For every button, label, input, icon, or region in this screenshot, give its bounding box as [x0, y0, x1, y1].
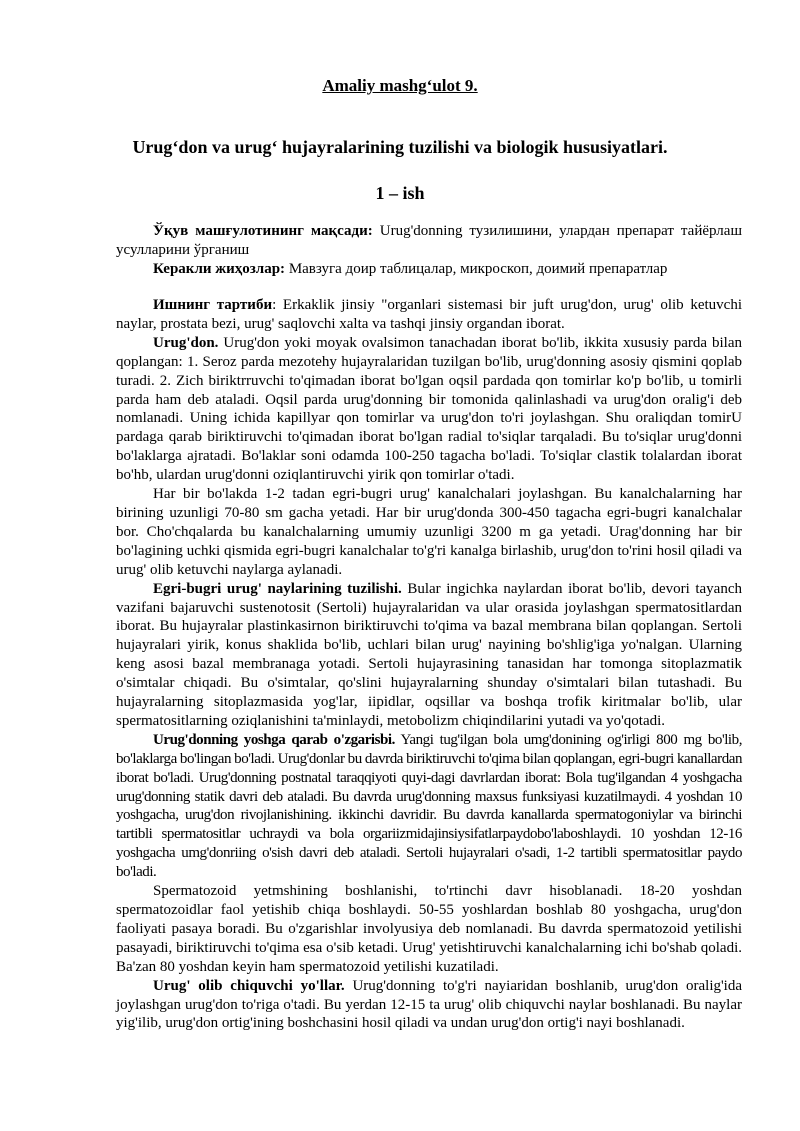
equipment-text: Мавзуга доир таблицалар, микроскоп, доимий препаратлар	[285, 260, 668, 277]
topic-title: Urug‘don va urug‘ hujayralarining tuzilishi va biologik hususiyatlari.	[132, 137, 668, 157]
goal-text: Urug'donning тузилишини, улардан препарат тайёрлаш усулларини ўрганиш	[116, 223, 742, 258]
lab-title: Amaliy mashg‘ulot 9.	[322, 76, 478, 95]
ducts-text: Urug'donning to'g'ri nayiaridan boshlanib, urug'don oralig'ida joylashgan urug'don to'riga o'tadi. Bu yerdan 12-15 ta urug' olib chiquvchi naylar boshlanadi. Bu naylar yig'ilib, urug'don ortig'ining boshchasini hosil qiladi va undan urug'don ortig'i nayi boshlanadi.	[116, 977, 743, 1032]
tubules-paragraph	[116, 580, 742, 731]
procedure-paragraph	[116, 296, 742, 334]
age-label: Urug'donning yoshga qarab o'zgarisbi.	[153, 731, 395, 748]
spermatozoid-paragraph: Spermatozoid yetmshining boshlanishi, to'rtinchi davr hisoblanadi. 18-20 yoshdan spermatozoidlar faol yetishib chiqa boshlaydi. 50-55 yoshlardan boshlab 80 yoshgacha, urug'don faoliyati pasaya boradi. Bu o'zgarishlar involyusiya deb nomlanadi. Bu davrda spermatozoid yetilishi pasayadi, biriktiruvchi to'qima esa o'sib ketadi. Urug' yetishtiruvchi kanalchalarning ichi bo'shab qoladi. Ba'zan 80 yoshdan keyin ham spermatozoid yetilishi kuzatiladi.	[116, 883, 742, 975]
procedure-text: : Erkaklik jinsiy "organlari sistemasi bir juft urug'don, urug' olib ketuvchi naylar, prostata bezi, urug' saqlovchi xalta va tashqi jinsiy organdan iborat.	[116, 297, 742, 332]
main-text-block	[116, 296, 742, 1033]
intro-block	[116, 222, 742, 279]
tubules-text: Bular ingichka naylardan iborat bo'lib, devori tayanch vazifani bajaruvchi sustenotosit (Sertoli) hujayralaridan va ular orasida joylashgan spermatositlardan iborat. Bu hujayralar plastinkasirnon biriktiruvchi to'qima va bazal membrana bilan qoplangan. Sertoli hujayralari yirik, konus shaklida bo'lib, uchlari bilan urug' nayining bo'shlig'iga yo'nalgan. Ularning keng asosi bazal membranaga yotadi. Sertoli hujayrasining tanasidan har tomonga sitoplazmatik o'simtalar chiqadi. Bu o'simtalar, qo'slini hujayralarning shunday o'simtalari bilan tutashadi. Bu hujayralarning sitoplazmasida yog'lar, iipidlar, oqsillar va boshqa trofik kiritmalar bo'lib, ular spermatositlarning oziqlanishini ta'minlaydi, metobolizm chiqindilarini yutadi va yo'qotadi.	[116, 580, 742, 729]
age-paragraph	[116, 731, 742, 882]
age-text: Yangi tug'ilgan bola umg'donining og'irligi 800 mg bo'lib, bo'laklarga bo'lingan bo'ladi. Urug'donlar bu davrda biriktiruvchi to'qima bilan qoplangan, egri-bugri kanallardan iborat bo'ladi. Urug'donning postnatal taraqqiyoti quyi-dagi davrlardan iborat: Bola tug'ilgandan 4 yoshgacha urug'donning statik davri deb ataladi. Bu davrda urug'donning maxsus funksiyasi kuzatilmaydi. 4 yoshdan 10 yoshgacha, urug'don rivojlanishining. ikkinchi davridir. Bu davrda kanallarda spermatogoniylar va birinchi tartibli spermatositlar uchraydi va bola orgariizmidajinsiysifatlarpaydobo'laboshlaydi. 10 yoshdan 12-16 yoshgacha umg'donriing o'sish davri deb ataladi. Sertoli hujayralari o'sadi, 1-2 tartibli spermatositlar paydo bo'ladi.	[116, 731, 742, 881]
equipment-label: Керакли жиҳозлар:	[153, 260, 286, 277]
work-number: 1 – ish	[375, 183, 425, 203]
ducts-label: Urug' olib chiquvchi yo'llar.	[153, 977, 345, 994]
goal-label: Ўқув машғулотининг мақсади:	[153, 223, 373, 239]
procedure-label: Ишнинг тартиби	[153, 297, 273, 313]
equipment-paragraph	[116, 260, 742, 279]
testis-text: Urug'don yoki moyak ovalsimon tanachadan iborat bo'lib, ikkita xususiy parda bilan qoplangan: 1. Seroz parda mezotehy hujayralaridan tuzilgan bo'lib, urug'donning asosiy qismini qoplab turadi. 2. Zich biriktrruvchi to'qimadan iborat bo'lgan oqsil pardada qon tomirlar ko'p bo'lib, u tomirli parda ham deb ataladi. Oqsil parda urug'donning bir tomonida qalinlashadi va urug'don oralig'i deb nomlanadi. Uning ichida kapillyar qon tomirlar va urug'don to'ri joylashgan. Shu oraliqdan tomirU pardaga qarab biriktiruvchi to'qimadan iborat bo'lgan radial to'siqlar tarqaladi. Bu to'siqlar urug'donni bo'laklarga ajratadi. Bo'laklar soni odamda 100-250 tagacha bo'ladi. To'siqlar clastik tolalardan iborat bo'hb, ulardan urug'donni oziqlantiruvchi yirik qon tomirlar o'tadi.	[116, 334, 742, 484]
lobule-paragraph: Har bir bo'lakda 1-2 tadan egri-bugri urug' kanalchalari joylashgan. Bu kanalchalarning har birining uzunligi 70-80 sm gacha yetadi. Har bir urug'donda 300-450 tagacha egri-bugri kanalchalar bor. Cho'chqalarda bu kanalchalarning umumiy uzunligi 3200 m ga yetadi. Urag'donning har bir bo'lagining uchki qismida egri-bugri kanalchalar to'g'ri kanalga birlashib, urug'don to'rini hosil qiladi va urug' olib ketuvchi naylarga aylanadi.	[116, 486, 742, 578]
ducts-paragraph	[116, 977, 742, 1034]
tubules-label: Egri-bugri urug' naylarining tuzilishi.	[153, 580, 402, 597]
goal-paragraph	[116, 222, 742, 260]
testis-paragraph	[116, 334, 742, 485]
testis-label: Urug'don.	[153, 334, 219, 351]
